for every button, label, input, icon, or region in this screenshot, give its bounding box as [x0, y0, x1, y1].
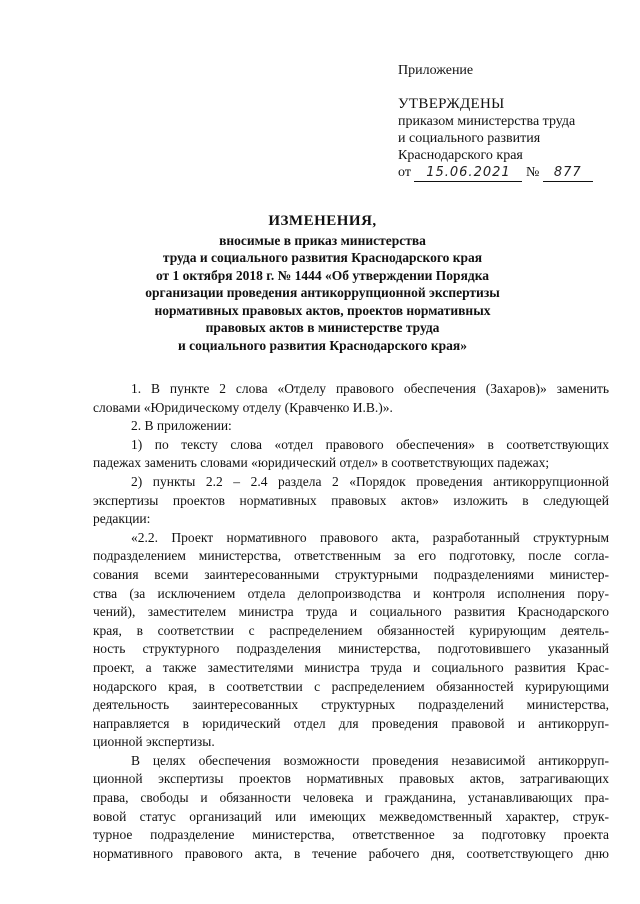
body-line: ность структурного подразделения министерства, подготовившего указанный [93, 641, 609, 657]
body-line: проект, а также заместителями министра труда и социального развития Крас- [93, 659, 609, 675]
body-line: ства (за исключением отдела делопроизводства и контроля исполнения пору- [93, 585, 609, 601]
title-line: и социального развития Краснодарского края» [178, 337, 467, 353]
document-title [110, 213, 535, 354]
body-line: нодарского края, в соответствии с распределением обязанностей курирующими [93, 678, 609, 694]
body-line: деятельность заинтересованных структурных подразделений министерства, [93, 697, 609, 713]
body-line: вовой статус организаций или имеющих межведомственный характер, струк- [93, 808, 609, 824]
number-field [543, 164, 593, 182]
body-line: чений), заместителем министра труда и социального развития Краснодарского [93, 604, 609, 620]
body-line: экспертизы проектов нормативных правовых актов» изложить в следующей [93, 492, 609, 508]
title-line: вносимые в приказ министерства [219, 232, 426, 248]
body-line: ционной экспертизы проектов нормативных правовых актов, затрагивающих [93, 771, 609, 787]
appendix-label: Приложение [398, 63, 474, 78]
body-line: подразделением министерства, ответственным за его подготовку, после согла- [93, 548, 609, 564]
title-line: труда и социального развития Краснодарского края [162, 250, 483, 265]
body-line: сования всеми заинтересованными структурными подразделениями министер- [93, 566, 609, 582]
body-line: края, в соответствии с распределением обязанностей курирующим деятель- [93, 622, 609, 638]
body-line: направляется в юридический отдел для проведения правовой и антикорруп- [93, 715, 609, 731]
approval-line: Краснодарского края [398, 148, 523, 163]
body-line: права, свободы и обязанности человека и гражданина, устанавливающих пра- [93, 790, 609, 806]
approved-label: УТВЕРЖДЕНЫ [398, 96, 505, 112]
approval-block [398, 62, 618, 184]
body-line: В целях обеспечения возможности проведения независимой антикорруп- [131, 752, 609, 768]
body-line: падежах заменить словами «юридический отдел» в соответствующих падежах; [93, 455, 550, 471]
number-prefix: № [525, 165, 540, 180]
title-heading: ИЗМЕНЕНИЯ, [268, 213, 377, 229]
approval-date-line [398, 164, 618, 184]
body-line: редакции: [93, 511, 151, 527]
body-line: «2.2. Проект нормативного правового акта, разработанный структурным [131, 529, 609, 545]
body-line: 2. В приложении: [131, 418, 232, 434]
body-line: ционной экспертизы. [93, 734, 215, 750]
handwritten-date: 15.06.2021 [426, 165, 511, 180]
title-line: нормативных правовых актов, проектов нормативных [154, 302, 491, 318]
document-body [93, 380, 609, 863]
body-line: 2) пункты 2.2 – 2.4 раздела 2 «Порядок проведения антикоррупционной [131, 473, 609, 489]
approval-line: приказом министерства труда [398, 114, 576, 129]
title-line: организации проведения антикоррупционной экспертизы [145, 285, 500, 300]
title-line: правовых актов в министерстве труда [205, 320, 440, 335]
date-field [414, 164, 522, 182]
body-line: турное подразделение министерства, ответственное за подготовку проекта [93, 827, 609, 843]
body-line: словами «Юридическому отделу (Кравченко И.В.)». [93, 399, 393, 415]
body-line: 1) по тексту слова «отдел правового обеспечения» в соответствующих [131, 436, 609, 452]
date-prefix: от [398, 165, 411, 180]
handwritten-number: 877 [553, 165, 582, 180]
body-line: нормативного правового акта, в течение рабочего дня, соответствующего дню [93, 845, 609, 861]
title-line: от 1 октября 2018 г. № 1444 «Об утверждении Порядка [155, 267, 490, 283]
approval-line: и социального развития [398, 131, 541, 146]
body-line: 1. В пункте 2 слова «Отделу правового обеспечения (Захаров)» заменить [131, 381, 609, 396]
